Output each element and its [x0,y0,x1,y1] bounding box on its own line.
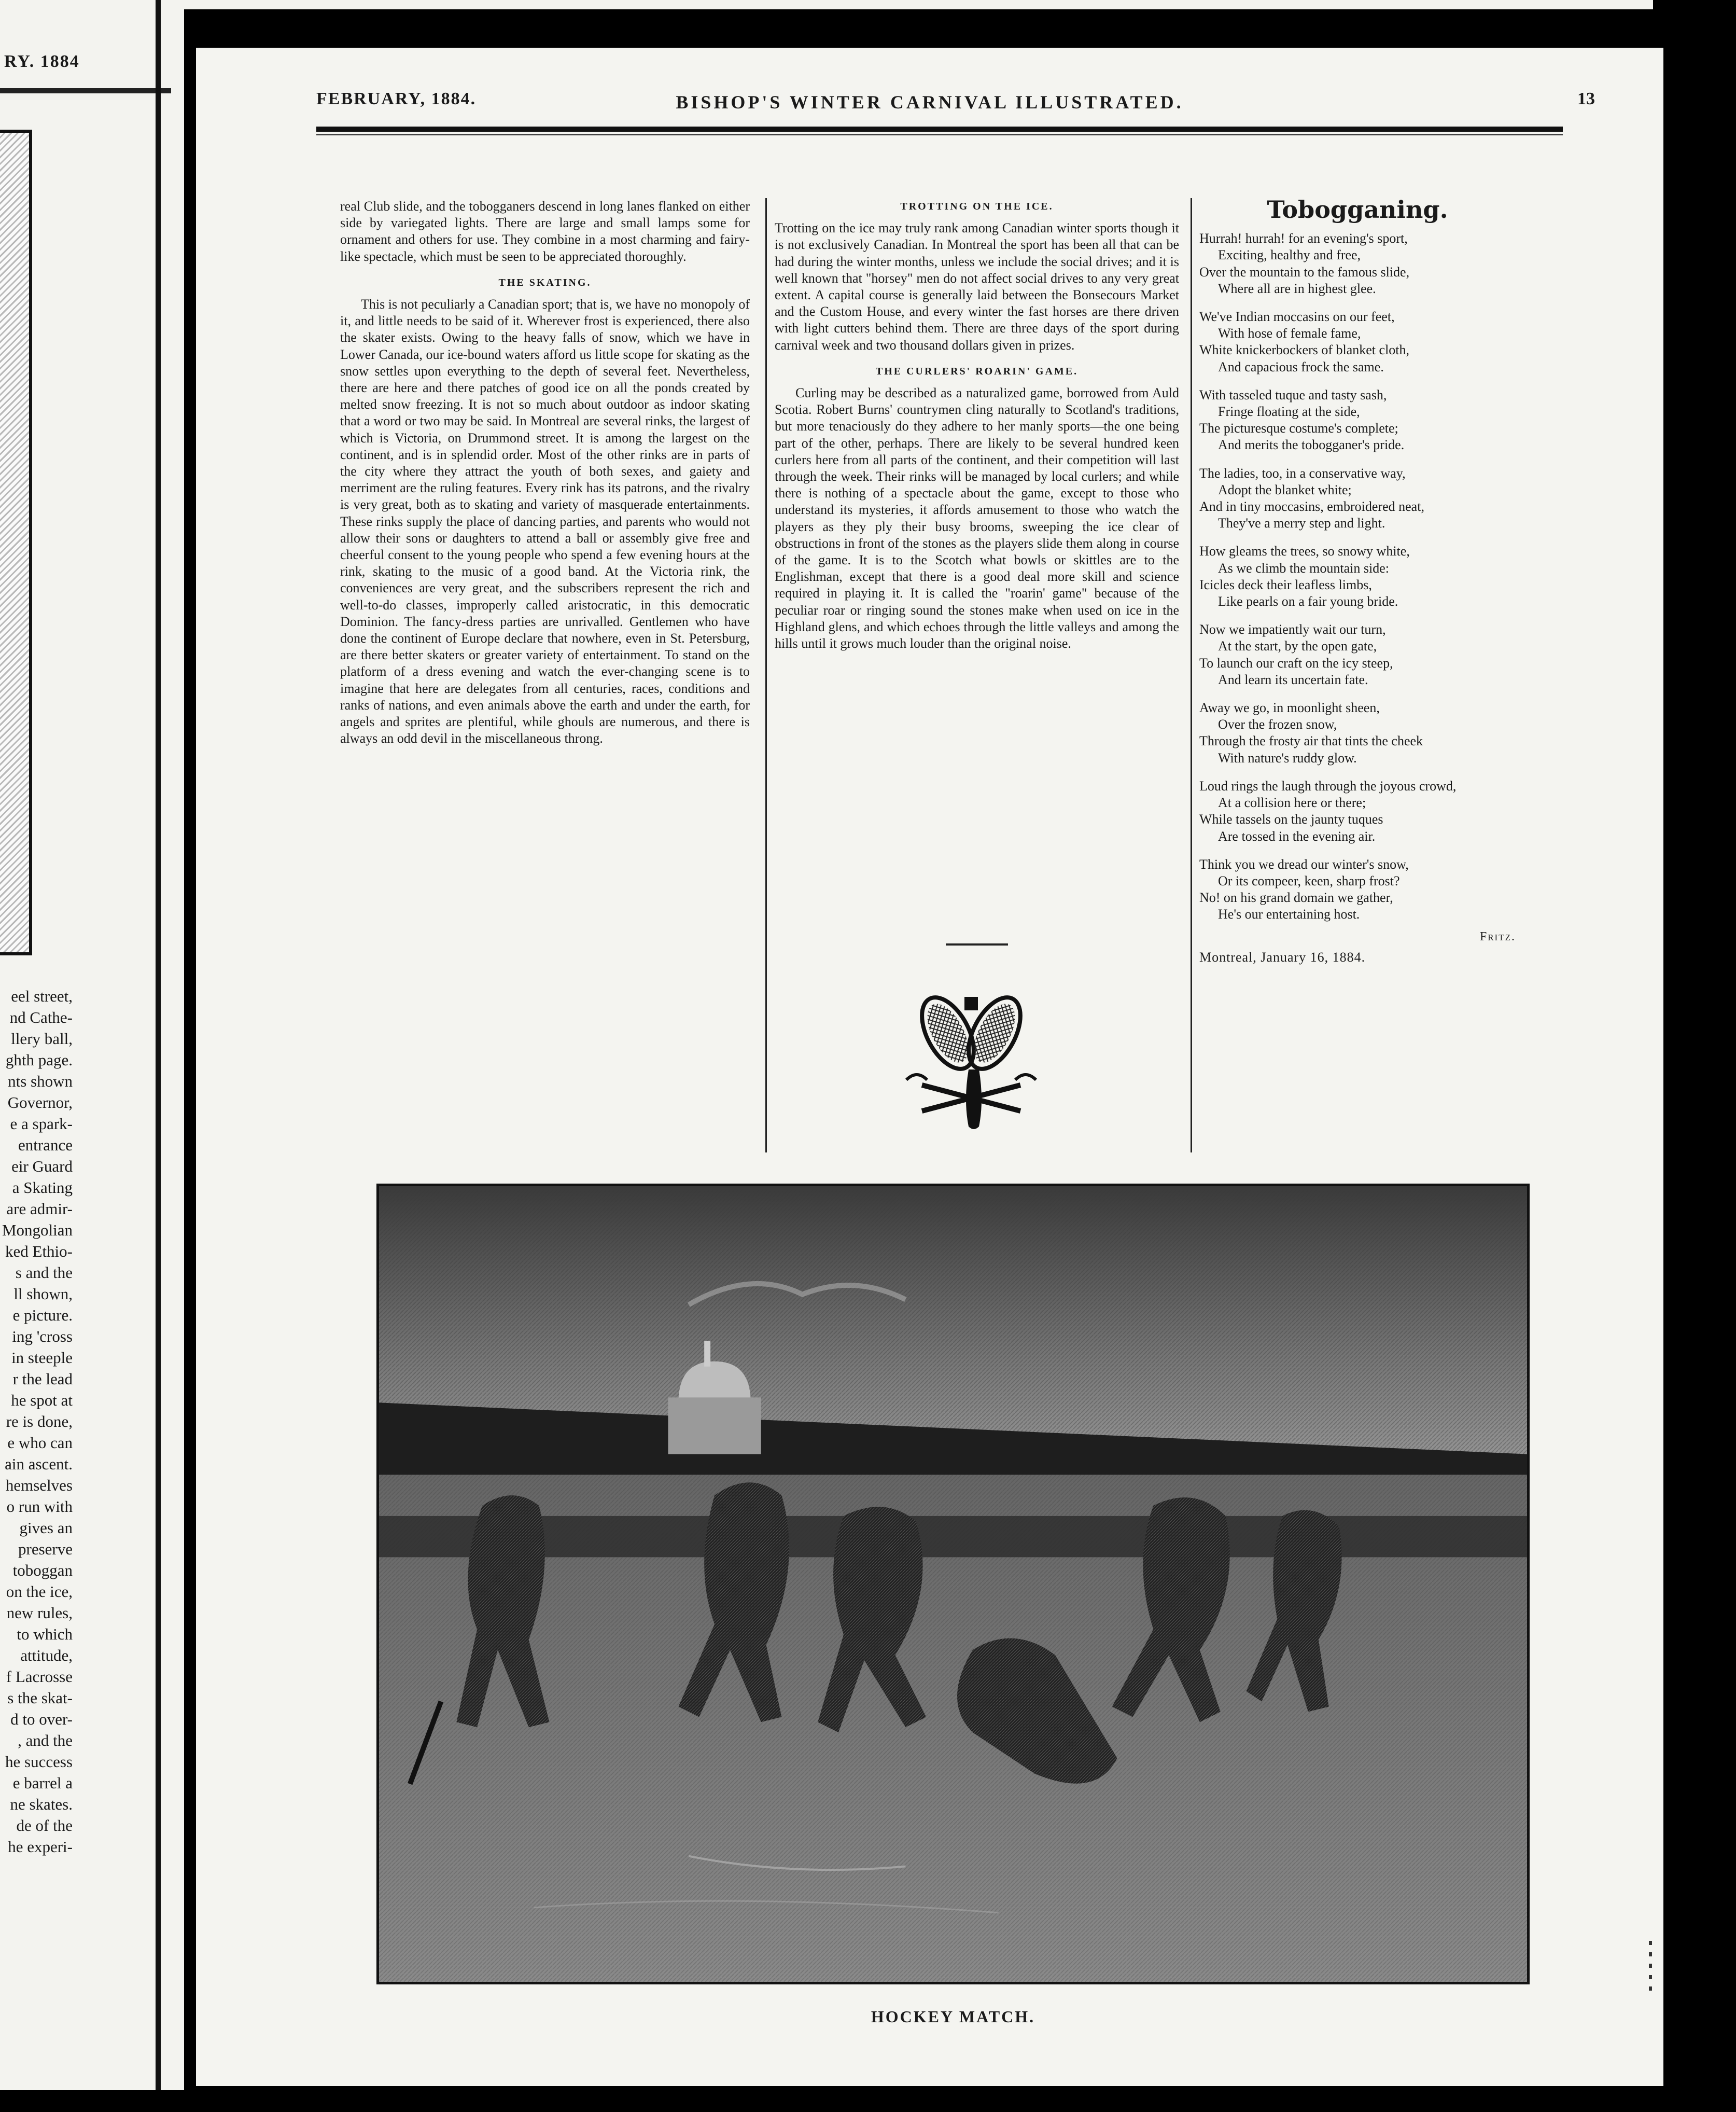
poem-line: Hurrah! hurrah! for an evening's sport, [1199,231,1408,246]
poem-line: And learn its uncertain fate. [1218,672,1368,687]
poem-line: And capacious frock the same. [1218,359,1384,374]
poem-line: With nature's ruddy glow. [1218,750,1357,766]
poem-line: We've Indian moccasins on our feet, [1199,309,1395,325]
poem-line: To launch our craft on the icy steep, [1199,655,1393,671]
previous-page-line: a Skating [12,1178,73,1197]
previous-page-line: ing 'cross [12,1327,73,1345]
poem-line: At the start, by the open gate, [1218,638,1377,654]
previous-page-line: e picture. [12,1306,73,1324]
poem-line: With tasseled tuque and tasty sash, [1199,387,1387,402]
previous-page-line: gives an [19,1519,73,1537]
poem-stanza [1199,700,1516,767]
previous-page-rule [0,88,171,93]
previous-page-line: he spot at [11,1391,73,1409]
poem-line: Over the mountain to the famous slide, [1199,264,1410,280]
publication-title: BISHOP'S WINTER CARNIVAL ILLUSTRATED. [676,92,1184,113]
previous-page-line: o run with [6,1497,73,1516]
previous-page-line: in steeple [11,1349,73,1367]
previous-page-line: new rules, [6,1604,73,1622]
poem-dateline: Montreal, January 16, 1884. [1199,949,1366,965]
poem-column [1199,198,1516,966]
poem-line: Icicles deck their leafless limbs, [1199,577,1372,592]
poem-stanza [1199,621,1516,688]
poem-stanza [1199,856,1516,923]
trotting-heading: TROTTING ON THE ICE. [900,201,1054,212]
previous-page-line: eel street, [11,987,73,1005]
poem-line: Loud rings the laugh through the joyous crowd, [1199,778,1457,794]
poem-line: While tassels on the jaunty tuques [1199,812,1383,827]
previous-page-line: ghth page. [5,1051,73,1069]
previous-page-line: hemselves [5,1476,73,1494]
column-skating [340,198,750,747]
previous-page-line: to which [17,1625,73,1643]
previous-page-strip [0,0,184,2090]
poem-line: And merits the tobogganer's pride. [1218,437,1405,453]
previous-page-line: ll shown, [13,1285,73,1303]
poem-stanza [1199,230,1516,297]
poem-line: Think you we dread our winter's snow, [1199,856,1409,872]
previous-page-line: nd Cathe- [9,1008,73,1026]
previous-page-line: e barrel a [12,1774,73,1792]
previous-page-line: ne skates. [10,1795,73,1813]
previous-page-line: e a spark- [10,1115,73,1133]
previous-page-line: attitude, [20,1646,73,1664]
previous-page-line: ked Ethio- [5,1242,73,1260]
previous-page-line: llery ball, [11,1030,73,1048]
illustration-caption: HOCKEY MATCH. [871,2007,1035,2026]
previous-page-line: r the lead [12,1370,73,1388]
previous-page-line: nts shown [8,1072,73,1090]
poem-author: Fritz. [1479,929,1516,943]
newspaper-page [196,48,1663,2086]
poem-line: The picturesque costume's complete; [1199,421,1398,436]
poem-line: Away we go, in moonlight sheen, [1199,700,1380,716]
poem-line: Through the frosty air that tints the cheek [1199,733,1423,749]
poem-line: Adopt the blanket white; [1218,482,1352,497]
poem-line: He's our entertaining host. [1218,907,1360,922]
previous-page-line: f Lacrosse [6,1668,73,1686]
snowshoe-emblem-icon [886,986,1057,1137]
page-number: 13 [1577,89,1595,108]
poem-line: They've a merry step and light. [1218,516,1385,531]
poem-line: How gleams the trees, so snowy white, [1199,544,1410,559]
poem-line: With hose of female fame, [1218,326,1361,341]
previous-page-line: s and the [15,1263,73,1282]
column-divider [765,198,767,1152]
poem-line: As we climb the mountain side: [1218,560,1390,576]
previous-page-line: Governor, [7,1093,73,1111]
poem-line: Now we impatiently wait our turn, [1199,622,1386,637]
previous-page-line: d to over- [10,1710,73,1728]
poem-line: Where all are in highest glee. [1218,281,1376,296]
previous-page-line: re is done, [6,1412,73,1430]
header-rule-thin [316,134,1563,135]
curling-heading: THE CURLERS' ROARIN' GAME. [875,365,1079,377]
page-header [196,48,1663,151]
curling-paragraph: Curling may be described as a naturalized game, borrowed from Auld Scotia. Robert Burns' countrymen cling naturally to Scotland's traditions, but more tenaciously do they adhere to her manly sports—the one being part of the other, perhaps. There are likely to be several hundred keen curlers here from all parts of the continent, and their competition will last through the week. Their rinks will be managed by local curlers; and while there is nothing of a spectacle about the game, except to those who understand its mysteries, it affords amusement to those who watch the players as they ply their busy brooms, sweeping the ice clear of obstructions in front of the stones as the players slide them along in course of the game. It is to the Scotch what bowls or skittles are to the Englishman, except that there is a good deal more skill and science required in playing it. It is called the "roarin' game" because of the peculiar roar or ringing sound the stones make when used on ice in the Highland glens, and which echoes through the little valleys and among the hills until it grows much louder than the original noise. [775,385,1179,651]
ornament-rule [946,943,1008,946]
poem-line: Or its compeer, keen, sharp frost? [1218,873,1400,888]
poem-title: Tobogganing. [1267,196,1448,224]
page-edge-top [160,0,1653,9]
poem-line: Over the frozen snow, [1218,717,1337,732]
hockey-illustration [376,1184,1530,1984]
previous-page-line: ain ascent. [5,1455,73,1473]
previous-page-line: eir Guard [11,1157,73,1175]
margin-marks [1649,1941,1652,1998]
previous-page-line: toboggan [12,1561,73,1579]
previous-page-text-fragments [0,985,73,1857]
poem-stanza [1199,309,1516,376]
poem-line: No! on his grand domain we gather, [1199,890,1393,906]
poem-line: White knickerbockers of blanket cloth, [1199,342,1410,358]
previous-page-line: de of the [16,1816,73,1835]
poem-stanza [1199,543,1516,610]
previous-page-line: are admir- [6,1200,73,1218]
previous-page-line: he experi- [8,1838,73,1856]
previous-page-line: preserve [18,1540,73,1558]
previous-page-line: he success [5,1753,73,1771]
poem-stanzas [1199,230,1516,923]
poem-line: The ladies, too, in a conservative way, [1199,465,1406,481]
previous-page-line: entrance [18,1136,73,1154]
scan-border-bottom [0,2090,1736,2112]
header-rule-thick [316,127,1563,132]
page-gutter [156,0,161,2090]
previous-page-line: Mongolian [2,1221,73,1239]
slide-paragraph: real Club slide, and the tobogganers descend in long lanes flanked on either side by variegated lights. There are large and small lamps some for ornament and others for use. They combine in a most charming and fairy-like spectacle, which must be seen to be appreciated thoroughly. [340,199,750,264]
poem-stanza [1199,465,1516,532]
previous-page-line: on the ice, [6,1582,73,1601]
header-date: FEBRUARY, 1884. [316,89,477,108]
poem-line: Fringe floating at the side, [1218,404,1360,420]
previous-page-header: RY. 1884 [4,52,80,71]
poem-line: Exciting, healthy and free, [1218,247,1361,263]
poem-stanza [1199,387,1516,454]
poem-line: And in tiny moccasins, embroidered neat, [1199,499,1424,515]
skating-heading: THE SKATING. [498,276,592,288]
poem-line: Are tossed in the evening air. [1218,828,1376,844]
poem-line: At a collision here or there; [1218,795,1366,811]
previous-page-line: s the skat- [7,1689,73,1707]
poem-stanza [1199,778,1516,845]
previous-page-line: , and the [18,1731,73,1749]
column-divider [1191,198,1192,1152]
poem-line: Like pearls on a fair young bride. [1218,594,1398,609]
trotting-paragraph: Trotting on the ice may truly rank among Canadian winter sports though it is not exclusively Canadian. In Montreal the sport has been all that can be had during the winter months, unless we include the social drives; and it is well known that "horsey" men do not affect social drives to any very great extent. A capital course is generally laid between the Bonsecours Market and the Custom House, and every winter the fast horses are there driven with light cutters behind them. There are three days of the sport during carnival week and two thousand dollars given in prizes. [775,220,1179,353]
previous-page-line: e who can [7,1434,73,1452]
scan-border-right [1664,0,1736,2112]
previous-page-illustration-edge [0,130,32,955]
column-trotting-curling [775,198,1179,652]
skating-paragraph: This is not peculiarly a Canadian sport; that is, we have no monopoly of it, and little needs to be said of it. Wherever frost is experienced, there also the skater exists. Owing to the heavy falls of snow, which we have in Lower Canada, our ice-bound waters afford us little scope for skating as the snow settles upon everything to the depth of several feet. Nevertheless, there are here and there patches of good ice on all the ponds created by melted snow freezing. It is not so much about outdoor as indoor skating that a word or two may be said. In Montreal are several rinks, the largest of which is Victoria, on Drummond street. It is among the largest on the continent, and is in splendid order. Most of the other rinks are in parts of the city where they attract the youth of both sexes, and gaiety and merriment are the ruling features. Every rink has its patrons, and the rivalry is very great, both as to skating and variety of masquerade entertainments. These rinks supply the place of dancing parties, and parents who would not allow their sons or daughters to attend a ball or assembly give free and cheerful consent to the young people who spend a few evening hours at the rink, skating to the music of a good band. At the Victoria rink, the conveniences are very great, and the subscribers represent the rich and well-to-do classes, improperly called aristocratic, in this democratic Dominion. The fancy-dress parties are unrivalled. Gentlemen who have done the continent of Europe declare that nowhere, even in St. Petersburg, are there better skaters or greater variety of entertainment. To stand on the platform of a dress evening and watch the ever-changing scene is to imagine that here are delegates from all centuries, races, conditions and ranks of nations, and even animals above the earth and under the earth, for angels and sprites are plentiful, while ghouls are numerous, and there is always an odd devil in the miscellaneous throng. [340,297,750,746]
hockey-engraving-image [379,1186,1527,1982]
